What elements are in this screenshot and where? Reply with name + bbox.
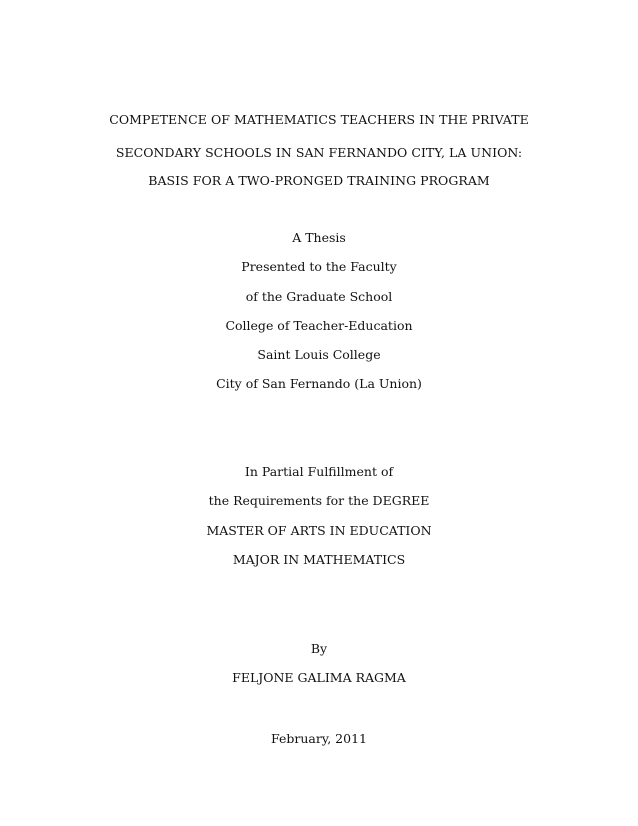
- author-name: FELJONE GALIMA RAGMA: [232, 670, 406, 685]
- degree-line: MASTER OF ARTS IN EDUCATION: [206, 523, 432, 538]
- thesis-title-line-1: COMPETENCE OF MATHEMATICS TEACHERS IN THE PRIVATE: [109, 112, 529, 127]
- requirements-line: the Requirements for the DEGREE: [208, 493, 430, 508]
- graduate-school-line: of the Graduate School: [245, 289, 393, 304]
- fulfillment-line: In Partial Fulfillment of: [244, 464, 394, 479]
- thesis-title-line-2: SECONDARY SCHOOLS IN SAN FERNANDO CITY, LA UNION:: [115, 145, 523, 160]
- by-line: By: [310, 641, 328, 656]
- college-line: College of Teacher-Education: [225, 318, 413, 333]
- date-line: February, 2011: [270, 731, 367, 746]
- thesis-type: A Thesis: [292, 230, 346, 245]
- major-line: MAJOR IN MATHEMATICS: [232, 552, 406, 567]
- presented-to-line: Presented to the Faculty: [241, 259, 397, 274]
- institution-line: Saint Louis College: [257, 347, 381, 362]
- location-line: City of San Fernando (La Union): [216, 376, 422, 391]
- thesis-title-line-3: BASIS FOR A TWO-PRONGED TRAINING PROGRAM: [148, 173, 490, 188]
